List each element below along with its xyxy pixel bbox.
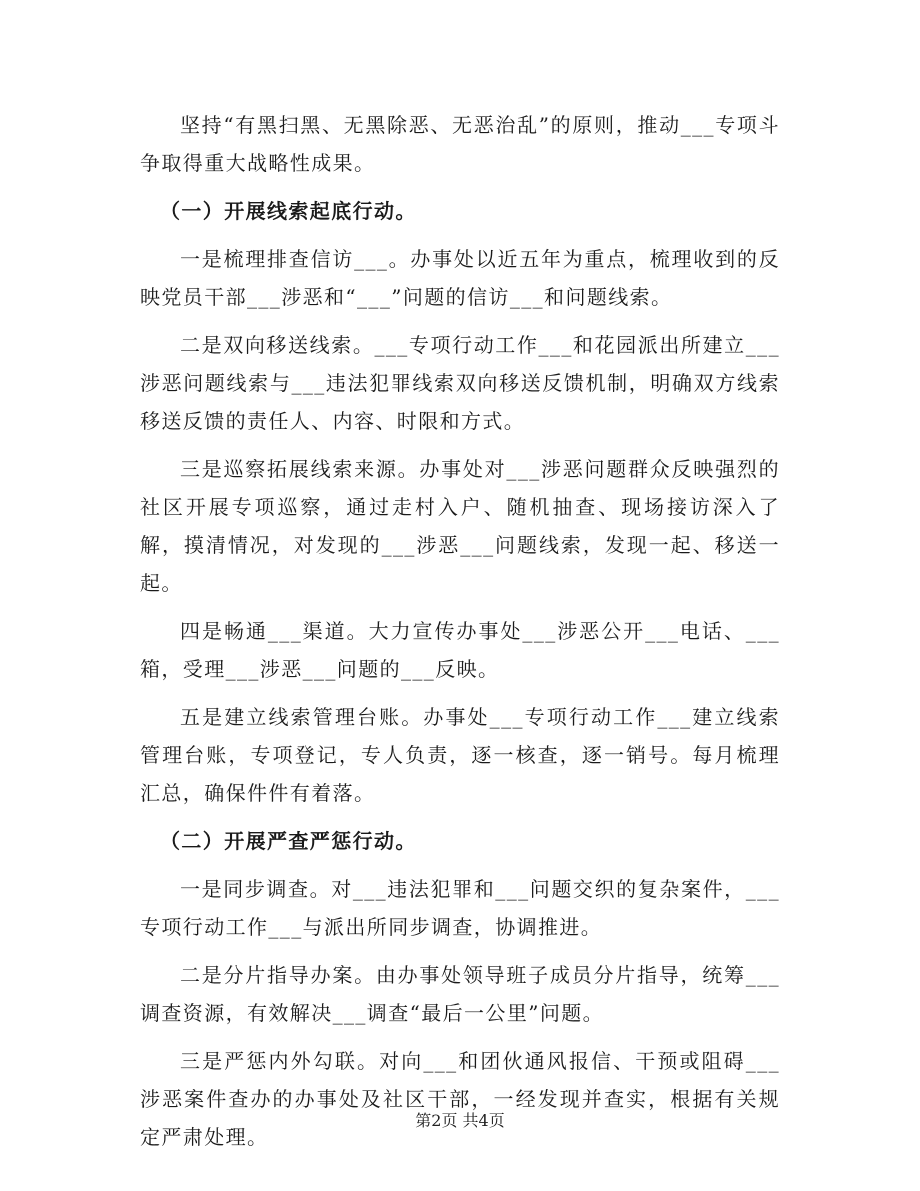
page-number: 第2页 共4页: [415, 1111, 505, 1130]
paragraph-collusion: 三是严惩内外勾联。对向___和团伙通风报信、干预或阻碍___涉恶案件查办的办事处及社区干部，一经发现并查实，根据有关规定严肃处理。: [140, 1049, 780, 1149]
paragraph-sync-investigation: 一是同步调查。对___违法犯罪和___问题交织的复杂案件，___专项行动工作___与派出所同步调查，协调推进。: [140, 877, 780, 939]
paragraph-zone-guidance: 二是分片指导办案。由办事处领导班子成员分片指导，统筹___调查资源，有效解决___调查“最后一公里”问题。: [140, 963, 780, 1025]
paragraph-inspection: 三是巡察拓展线索来源。办事处对___涉恶问题群众反映强烈的社区开展专项巡察，通过走村入户、随机抽查、现场接访深入了解，摸清情况，对发现的___涉恶___问题线索，发现一起、移送一起。: [140, 457, 780, 595]
paragraph-petition-review: 一是梳理排查信访___。办事处以近五年为重点，梳理收到的反映党员干部___涉恶和“___”问题的信访___和问题线索。: [140, 247, 780, 309]
section-heading-clue-action: （一）开展线索起底行动。: [160, 199, 417, 223]
paragraph-channels: 四是畅通___渠道。大力宣传办事处___涉恶公开___电话、___箱，受理___涉恶___问题的___反映。: [140, 619, 780, 681]
section-heading-strict-action: （二）开展严查严惩行动。: [160, 829, 417, 853]
paragraph-two-way-transfer: 二是双向移送线索。___专项行动工作___和花园派出所建立___涉恶问题线索与___违法犯罪线索双向移送反馈机制，明确双方线索移送反馈的责任人、内容、时限和方式。: [140, 333, 780, 433]
paragraph-ledger: 五是建立线索管理台账。办事处___专项行动工作___建立线索管理台账，专项登记，专人负责，逐一核查，逐一销号。每月梳理汇总，确保件件有着落。: [140, 705, 780, 805]
document-body: [140, 106, 780, 1166]
paragraph-principle: 坚持“有黑扫黑、无黑除恶、无恶治乱”的原则，推动___专项斗争取得重大战略性成果。: [140, 113, 780, 175]
